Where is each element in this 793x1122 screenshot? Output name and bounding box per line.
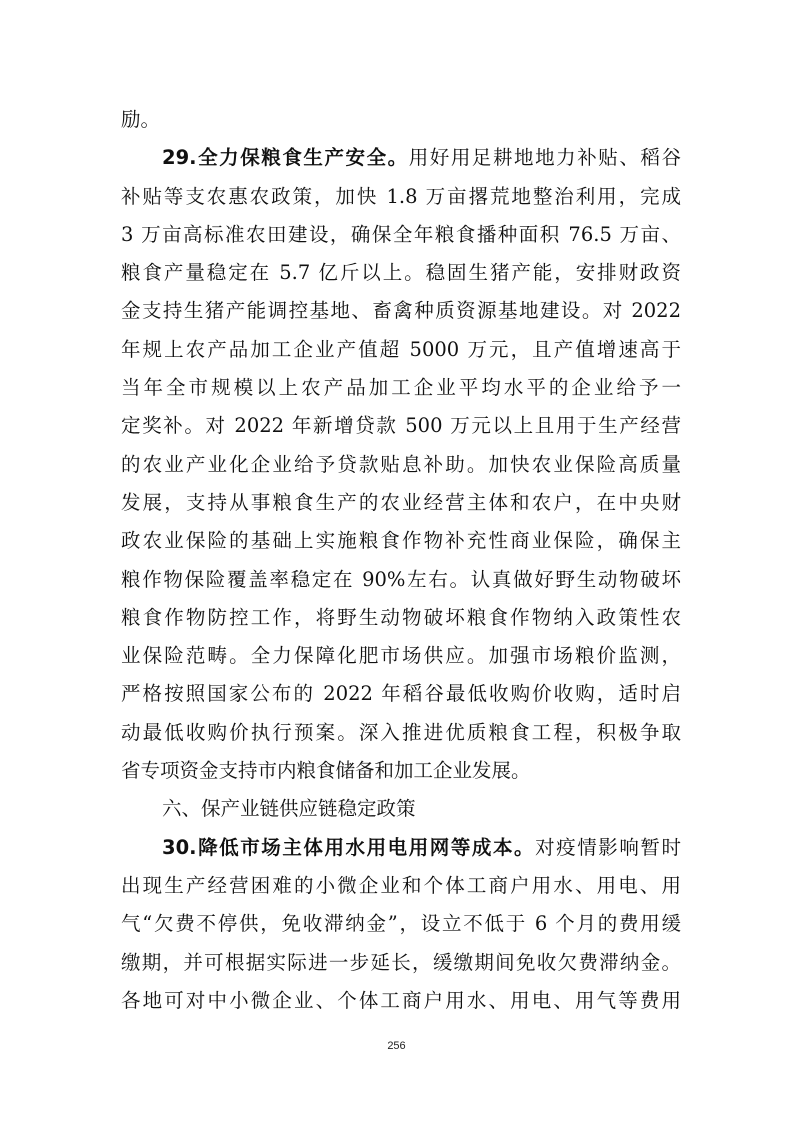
section-six-heading: 六、保产业链供应链稳定政策 — [162, 797, 416, 821]
text-line: 粮食产量稳定在 5.7 亿斤以上。稳固生猪产能，安排财政资 — [121, 261, 681, 285]
text-line: 定奖补。对 2022 年新增贷款 500 万元以上且用于生产经营 — [121, 414, 681, 438]
item-29-line — [121, 139, 681, 177]
text-line: 粮食作物防控工作，将野生动物破坏粮食作物纳入政策性农 — [121, 605, 681, 629]
body-text — [121, 101, 681, 1020]
text-line: 动最低收购价执行预案。深入推进优质粮食工程，积极争取 — [121, 720, 681, 744]
text-line: 的农业产业化企业给予贷款贴息补助。加快农业保险高质量 — [121, 452, 681, 476]
text-span: 对疫情影响暂时 — [535, 835, 681, 859]
text-line: 气“欠费不停供，免收滞纳金”，设立不低于 6 个月的费用缓 — [121, 912, 681, 936]
item-30-title: 30.降低市场主体用水用电用网等成本。 — [162, 835, 536, 859]
text-line: 粮作物保险覆盖率稳定在 90%左右。认真做好野生动物破坏 — [121, 567, 681, 591]
text-line: 3 万亩高标准农田建设，确保全年粮食播种面积 76.5 万亩、 — [121, 222, 681, 246]
text-line: 省专项资金支持市内粮食储备和加工企业发展。 — [121, 759, 531, 783]
text-line: 发展，支持从事粮食生产的农业经营主体和农户，在中央财 — [121, 490, 681, 514]
text-line: 业保险范畴。全力保障化肥市场供应。加强市场粮价监测， — [121, 644, 681, 668]
page-number: 256 — [387, 1040, 406, 1052]
text-line: 当年全市规模以上农产品加工企业平均水平的企业给予一 — [121, 376, 681, 400]
text-line: 年规上农产品加工企业产值超 5000 万元，且产值增速高于 — [121, 337, 681, 361]
text-line: 政农业保险的基础上实施粮食作物补充性商业保险，确保主 — [121, 529, 681, 553]
text-line: 金支持生猪产能调控基地、畜禽种质资源基地建设。对 2022 — [121, 299, 681, 323]
text-line: 各地可对中小微企业、个体工商户用水、用电、用气等费用 — [121, 988, 681, 1012]
item-29-title: 29.全力保粮食生产安全。 — [162, 146, 409, 170]
text-line: 励。 — [121, 108, 161, 131]
text-line: 出现生产经营困难的小微企业和个体工商户用水、用电、用 — [121, 873, 681, 897]
text-line: 严格按照国家公布的 2022 年稻谷最低收购价收购，适时启 — [121, 682, 681, 706]
text-line: 补贴等支农惠农政策，加快 1.8 万亩撂荒地整治利用，完成 — [121, 184, 681, 208]
text-span: 用好用足耕地地力补贴、稻谷 — [408, 146, 681, 170]
item-30-line — [121, 829, 681, 867]
text-line: 缴期，并可根据实际进一步延长，缓缴期间免收欠费滞纳金。 — [121, 950, 681, 974]
